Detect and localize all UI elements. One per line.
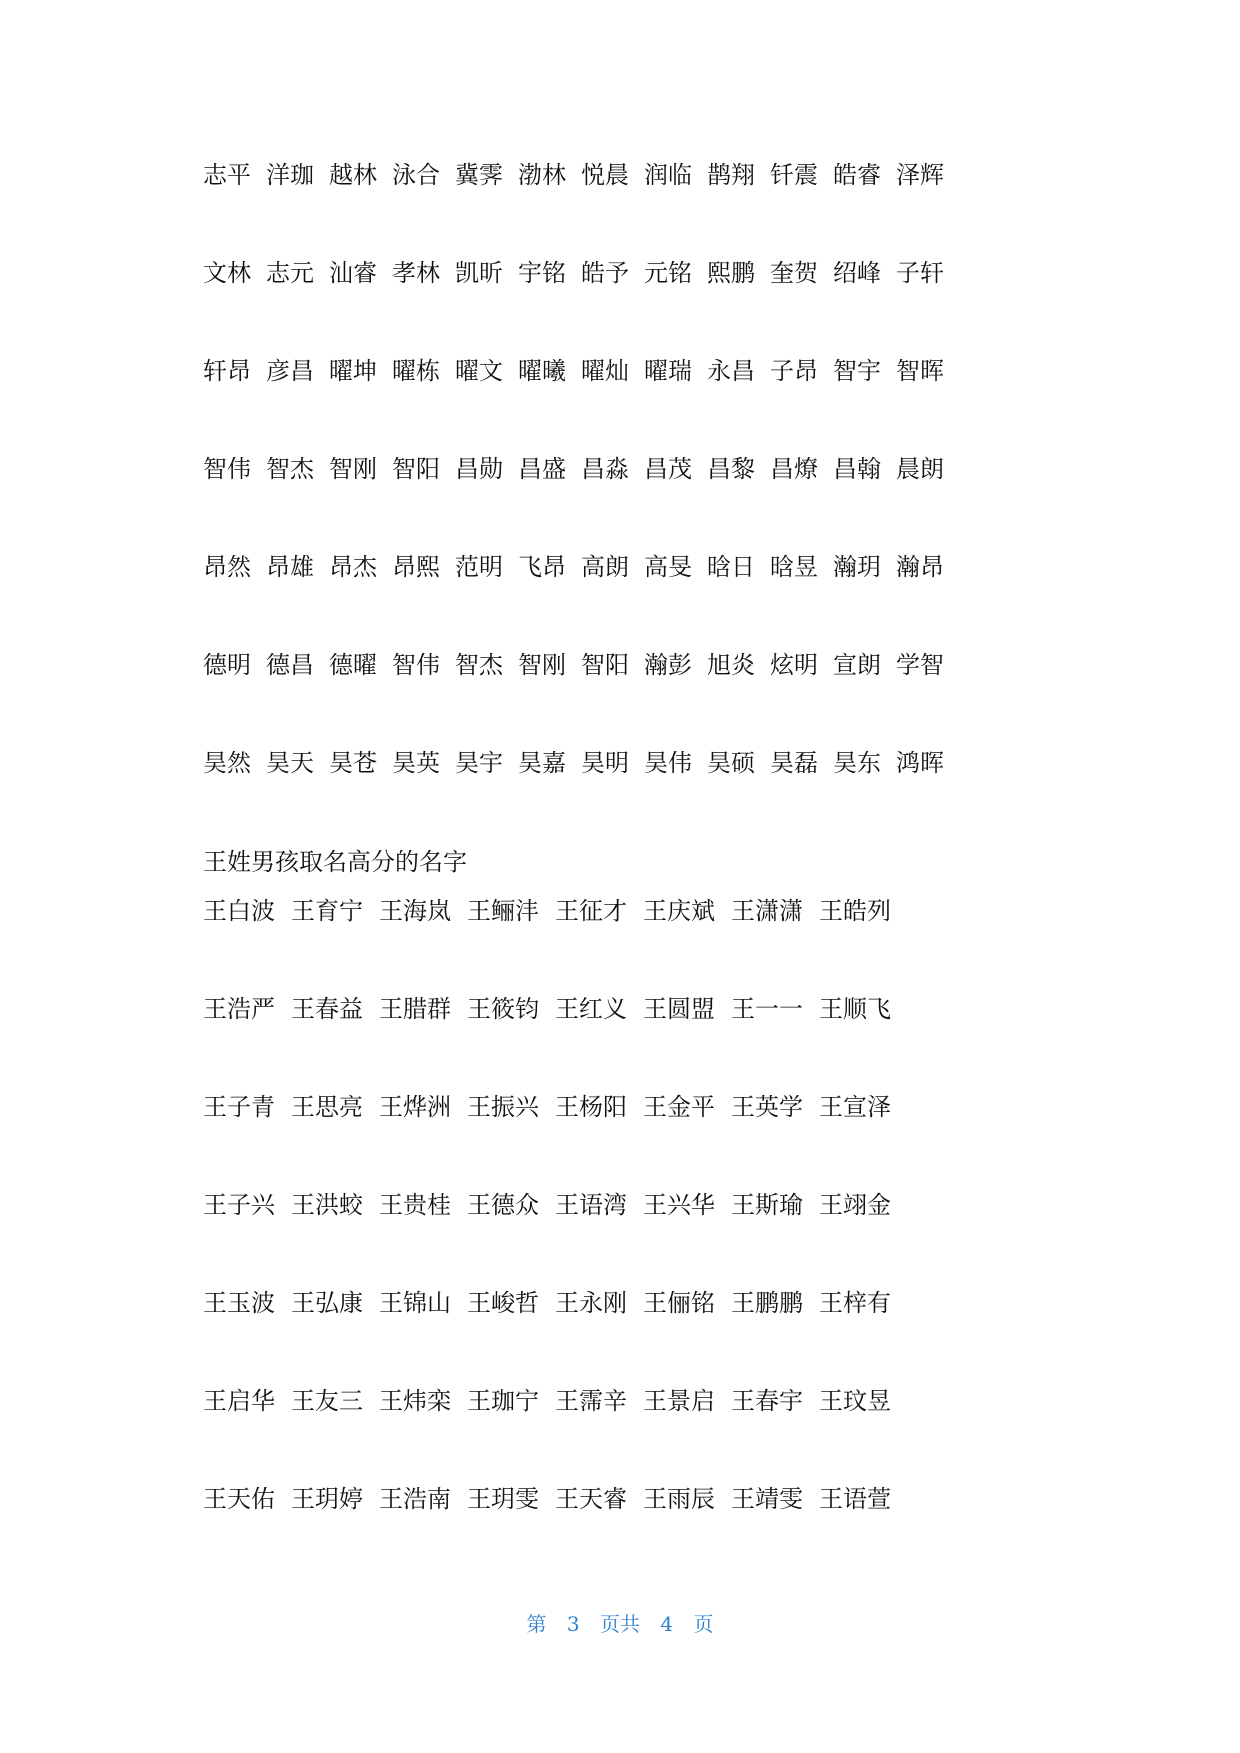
name-item: 智杰 <box>455 651 503 679</box>
name-item: 昂然 <box>203 553 251 581</box>
name-item: 皓予 <box>581 259 629 287</box>
name-item: 昊磊 <box>770 749 818 777</box>
name-item: 王德众 <box>467 1191 539 1219</box>
name-item: 王梓有 <box>819 1289 891 1317</box>
name-item: 飞昂 <box>518 553 566 581</box>
name-item: 曜文 <box>455 357 503 385</box>
name-item: 子昂 <box>770 357 818 385</box>
name-item: 曜曦 <box>518 357 566 385</box>
footer-current-page: 3 <box>566 1612 580 1636</box>
name-item: 王玟昱 <box>819 1387 891 1415</box>
name-item: 王鹏鹏 <box>731 1289 803 1317</box>
name-item: 鹊翔 <box>707 161 755 189</box>
name-item: 王天睿 <box>555 1485 627 1513</box>
name-item: 王英学 <box>731 1093 803 1121</box>
name-item: 昊明 <box>581 749 629 777</box>
name-item: 冀霁 <box>455 161 503 189</box>
section-heading: 王姓男孩取名高分的名字 <box>203 848 467 876</box>
name-item: 王天佑 <box>203 1485 275 1513</box>
name-item: 昊苍 <box>329 749 377 777</box>
name-item: 昌翰 <box>833 455 881 483</box>
name-item: 智伟 <box>392 651 440 679</box>
name-item: 渤林 <box>518 161 566 189</box>
name-item: 王玉波 <box>203 1289 275 1317</box>
name-item: 曜坤 <box>329 357 377 385</box>
name-item: 王锦山 <box>379 1289 451 1317</box>
name-row <box>203 451 959 487</box>
name-item: 宇铭 <box>518 259 566 287</box>
name-row <box>203 1285 907 1321</box>
name-item: 王子青 <box>203 1093 275 1121</box>
name-item: 智刚 <box>329 455 377 483</box>
name-item: 彦昌 <box>266 357 314 385</box>
name-item: 王春益 <box>291 995 363 1023</box>
name-item: 鸿晖 <box>896 749 944 777</box>
name-row <box>203 1383 907 1419</box>
name-item: 昌黎 <box>707 455 755 483</box>
name-row <box>203 1187 907 1223</box>
name-row <box>203 1089 907 1125</box>
name-item: 曜栋 <box>392 357 440 385</box>
name-item: 旭炎 <box>707 651 755 679</box>
name-item: 智阳 <box>392 455 440 483</box>
name-item: 昌茂 <box>644 455 692 483</box>
name-item: 王俪铭 <box>643 1289 715 1317</box>
name-item: 昊然 <box>203 749 251 777</box>
footer-prefix: 第 <box>526 1612 547 1636</box>
name-item: 王顺飞 <box>819 995 891 1023</box>
name-item: 炫明 <box>770 651 818 679</box>
name-item: 高朗 <box>581 553 629 581</box>
name-item: 王靖雯 <box>731 1485 803 1513</box>
name-item: 昊东 <box>833 749 881 777</box>
name-item: 昂雄 <box>266 553 314 581</box>
name-item: 志元 <box>266 259 314 287</box>
name-item: 汕睿 <box>329 259 377 287</box>
name-item: 凯昕 <box>455 259 503 287</box>
name-item: 王一一 <box>731 995 803 1023</box>
name-item: 钎震 <box>770 161 818 189</box>
name-item: 王白波 <box>203 897 275 925</box>
name-item: 悦晨 <box>581 161 629 189</box>
name-item: 王启华 <box>203 1387 275 1415</box>
name-item: 王庆斌 <box>643 897 715 925</box>
name-item: 元铭 <box>644 259 692 287</box>
footer-middle: 页共 <box>600 1612 640 1636</box>
name-item: 王弘康 <box>291 1289 363 1317</box>
name-item: 洋珈 <box>266 161 314 189</box>
name-item: 王思亮 <box>291 1093 363 1121</box>
name-item: 王皓列 <box>819 897 891 925</box>
name-item: 王金平 <box>643 1093 715 1121</box>
name-row <box>203 991 907 1027</box>
name-row <box>203 353 959 389</box>
name-item: 王浩南 <box>379 1485 451 1513</box>
name-item: 子轩 <box>896 259 944 287</box>
name-item: 昊伟 <box>644 749 692 777</box>
name-item: 范明 <box>455 553 503 581</box>
name-item: 王红义 <box>555 995 627 1023</box>
name-row <box>203 647 959 683</box>
name-item: 昊嘉 <box>518 749 566 777</box>
name-item: 王斯瑜 <box>731 1191 803 1219</box>
name-item: 晗日 <box>707 553 755 581</box>
name-item: 皓睿 <box>833 161 881 189</box>
name-item: 王宣泽 <box>819 1093 891 1121</box>
name-item: 王烨洲 <box>379 1093 451 1121</box>
name-item: 王兴华 <box>643 1191 715 1219</box>
name-item: 润临 <box>644 161 692 189</box>
name-item: 泽辉 <box>896 161 944 189</box>
name-item: 王筱钧 <box>467 995 539 1023</box>
name-item: 瀚玥 <box>833 553 881 581</box>
name-item: 德昌 <box>266 651 314 679</box>
name-item: 王珈宁 <box>467 1387 539 1415</box>
name-item: 王海岚 <box>379 897 451 925</box>
name-item: 王雨辰 <box>643 1485 715 1513</box>
name-item: 曜瑞 <box>644 357 692 385</box>
name-item: 志平 <box>203 161 251 189</box>
name-item: 王征才 <box>555 897 627 925</box>
name-item: 智刚 <box>518 651 566 679</box>
name-item: 绍峰 <box>833 259 881 287</box>
name-item: 轩昂 <box>203 357 251 385</box>
name-item: 王育宁 <box>291 897 363 925</box>
name-item: 王霈辛 <box>555 1387 627 1415</box>
name-item: 曜灿 <box>581 357 629 385</box>
name-item: 王贵桂 <box>379 1191 451 1219</box>
name-row <box>203 549 959 585</box>
name-item: 王玥雯 <box>467 1485 539 1513</box>
name-item: 昂杰 <box>329 553 377 581</box>
name-item: 学智 <box>896 651 944 679</box>
name-item: 昊宇 <box>455 749 503 777</box>
name-item: 智晖 <box>896 357 944 385</box>
name-item: 王景启 <box>643 1387 715 1415</box>
name-item: 昌勋 <box>455 455 503 483</box>
name-item: 王振兴 <box>467 1093 539 1121</box>
name-item: 永昌 <box>707 357 755 385</box>
name-item: 智宇 <box>833 357 881 385</box>
name-item: 孝林 <box>392 259 440 287</box>
name-item: 昌盛 <box>518 455 566 483</box>
name-row <box>203 745 959 781</box>
name-item: 王春宇 <box>731 1387 803 1415</box>
name-item: 智杰 <box>266 455 314 483</box>
name-item: 王鲡沣 <box>467 897 539 925</box>
name-item: 昌淼 <box>581 455 629 483</box>
name-item: 昊天 <box>266 749 314 777</box>
name-item: 越林 <box>329 161 377 189</box>
name-item: 德曜 <box>329 651 377 679</box>
name-item: 文林 <box>203 259 251 287</box>
name-item: 王语湾 <box>555 1191 627 1219</box>
name-item: 昊英 <box>392 749 440 777</box>
name-item: 王语萱 <box>819 1485 891 1513</box>
name-item: 王浩严 <box>203 995 275 1023</box>
name-item: 昌燎 <box>770 455 818 483</box>
footer-total-pages: 4 <box>660 1612 674 1636</box>
name-item: 王子兴 <box>203 1191 275 1219</box>
name-item: 智阳 <box>581 651 629 679</box>
page-footer <box>0 1608 1240 1637</box>
name-item: 德明 <box>203 651 251 679</box>
name-item: 昊硕 <box>707 749 755 777</box>
name-item: 晨朗 <box>896 455 944 483</box>
name-row <box>203 1481 907 1517</box>
name-item: 王炜栾 <box>379 1387 451 1415</box>
name-item: 瀚彭 <box>644 651 692 679</box>
name-item: 王腊群 <box>379 995 451 1023</box>
name-item: 智伟 <box>203 455 251 483</box>
name-item: 瀚昂 <box>896 553 944 581</box>
name-item: 宣朗 <box>833 651 881 679</box>
footer-suffix: 页 <box>693 1612 714 1636</box>
name-row <box>203 255 959 291</box>
name-item: 王永刚 <box>555 1289 627 1317</box>
name-item: 昂熙 <box>392 553 440 581</box>
name-row <box>203 157 959 193</box>
name-item: 王洪蛟 <box>291 1191 363 1219</box>
name-item: 王友三 <box>291 1387 363 1415</box>
name-item: 王圆盟 <box>643 995 715 1023</box>
name-item: 泳合 <box>392 161 440 189</box>
name-row <box>203 893 907 929</box>
name-item: 王翊金 <box>819 1191 891 1219</box>
name-item: 奎贺 <box>770 259 818 287</box>
name-item: 晗昱 <box>770 553 818 581</box>
name-item: 高旻 <box>644 553 692 581</box>
name-item: 熙鹏 <box>707 259 755 287</box>
name-item: 王玥婷 <box>291 1485 363 1513</box>
name-item: 王杨阳 <box>555 1093 627 1121</box>
name-item: 王峻哲 <box>467 1289 539 1317</box>
name-item: 王潇潇 <box>731 897 803 925</box>
